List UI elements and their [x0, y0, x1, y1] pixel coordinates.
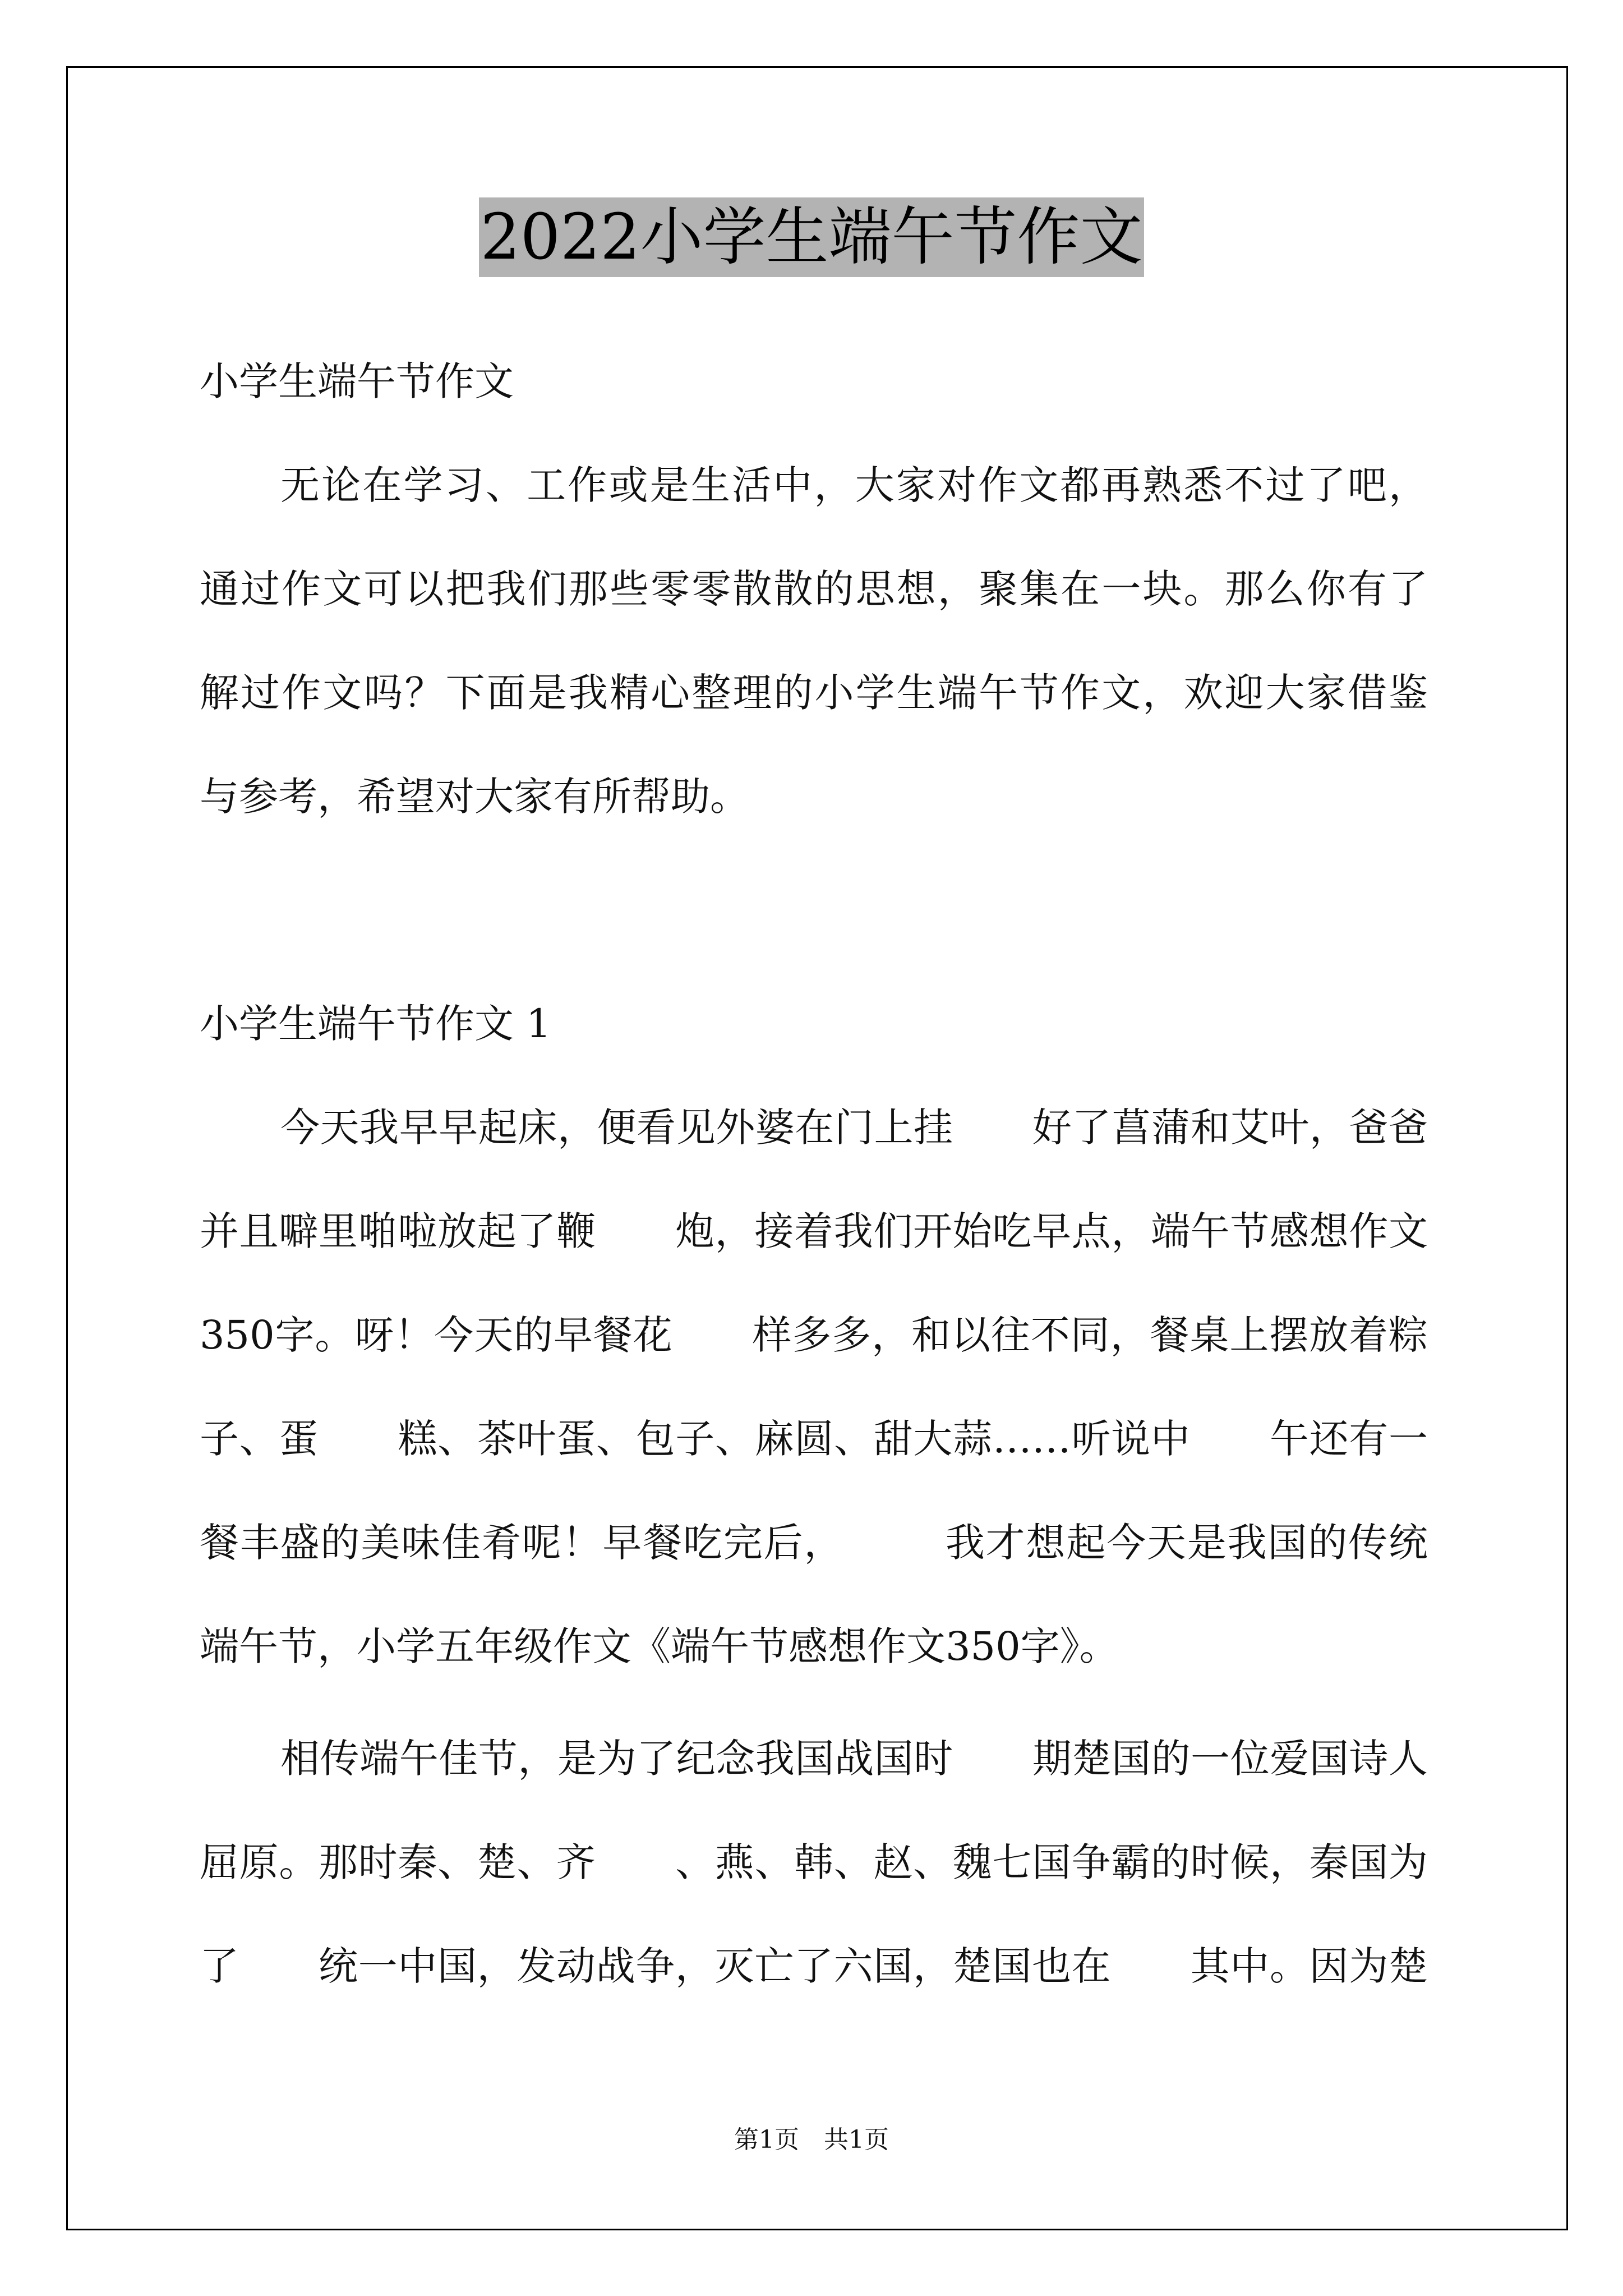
document-title: 2022小学生端午节作文 — [479, 197, 1144, 277]
paragraph-line: 今天我早早起床，便看见外婆在门上挂 好了菖蒲和艾叶，爸爸 — [280, 1105, 1428, 1151]
paragraph-line: 相传端午佳节，是为了纪念我国战国时 期楚国的一位爱国诗人 — [280, 1736, 1428, 1782]
paragraph-line: 餐丰盛的美味佳肴呢！早餐吃完后， 我才想起今天是我国的传统 — [200, 1520, 1428, 1566]
paragraph-line: 屈原。那时秦、楚、齐 、燕、韩、赵、魏七国争霸的时候，秦国为 — [200, 1839, 1428, 1885]
intro-line: 无论在学习、工作或是生活中，大家对作文都再熟悉不过了吧， — [280, 462, 1428, 508]
intro-line: 解过作文吗？下面是我精心整理的小学生端午节作文，欢迎大家借鉴 — [200, 670, 1428, 716]
section-heading: 小学生端午节作文 1 — [200, 1001, 551, 1047]
paragraph-line: 子、蛋 糕、茶叶蛋、包子、麻圆、甜大蒜……听说中 午还有一 — [200, 1416, 1428, 1462]
title-container — [0, 197, 1623, 277]
paragraph-line: 并且噼里啪啦放起了鞭 炮，接着我们开始吃早点，端午节感想作文 — [200, 1208, 1428, 1254]
paragraph-line: 端午节，小学五年级作文《端午节感想作文350字》。 — [200, 1623, 1119, 1669]
paragraph-line: 350字。呀！今天的早餐花 样多多，和以往不同，餐桌上摆放着粽 — [200, 1312, 1428, 1358]
intro-line: 通过作文可以把我们那些零零散散的思想，聚集在一块。那么你有了 — [200, 566, 1428, 612]
page-number-footer: 第1页 共1页 — [734, 2125, 889, 2154]
intro-heading: 小学生端午节作文 — [200, 358, 514, 404]
paragraph-line: 了 统一中国，发动战争，灭亡了六国，楚国也在 其中。因为楚 — [200, 1943, 1428, 1989]
intro-line: 与参考，希望对大家有所帮助。 — [200, 774, 749, 820]
